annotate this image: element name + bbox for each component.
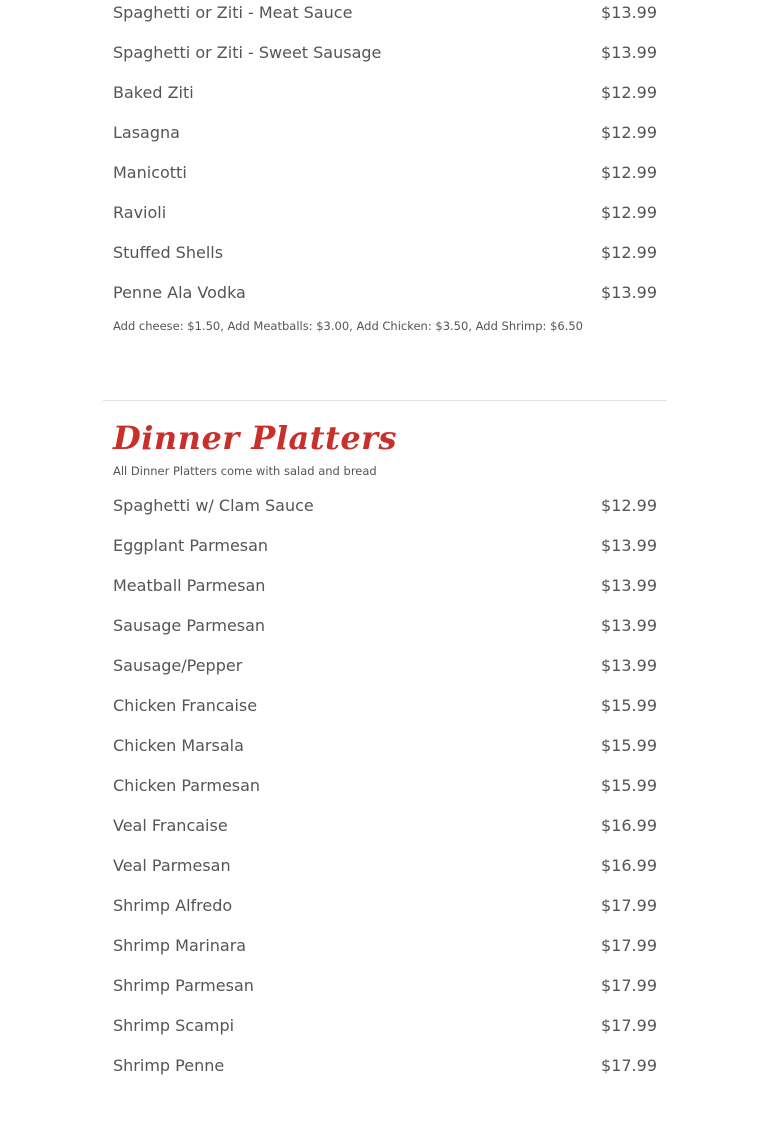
menu-item bbox=[113, 614, 657, 638]
item-name: Baked Ziti bbox=[113, 83, 194, 102]
menu-item bbox=[113, 81, 657, 105]
item-name: Veal Francaise bbox=[113, 816, 228, 835]
item-price: $12.99 bbox=[601, 123, 657, 142]
item-price: $17.99 bbox=[601, 936, 657, 955]
item-price: $13.99 bbox=[601, 576, 657, 595]
menu-item bbox=[113, 694, 657, 718]
menu-item bbox=[113, 281, 657, 305]
item-price: $15.99 bbox=[601, 736, 657, 755]
item-price: $12.99 bbox=[601, 83, 657, 102]
item-price: $13.99 bbox=[601, 536, 657, 555]
item-price: $17.99 bbox=[601, 976, 657, 995]
menu-item bbox=[113, 574, 657, 598]
item-name: Penne Ala Vodka bbox=[113, 283, 246, 302]
menu-item bbox=[113, 734, 657, 758]
item-price: $13.99 bbox=[601, 616, 657, 635]
item-name: Sausage Parmesan bbox=[113, 616, 266, 635]
item-name: Veal Parmesan bbox=[113, 856, 231, 875]
item-price: $13.99 bbox=[601, 43, 657, 62]
menu-item bbox=[113, 934, 657, 958]
addons-note: Add cheese: $1.50, Add Meatballs: $3.00, Add Chicken: $3.50, Add Shrimp: $6.50 bbox=[113, 319, 583, 333]
item-price: $16.99 bbox=[601, 856, 657, 875]
menu-item bbox=[113, 121, 657, 145]
item-price: $12.99 bbox=[601, 243, 657, 262]
item-name: Shrimp Marinara bbox=[113, 936, 247, 955]
menu-item bbox=[113, 854, 657, 878]
menu-item bbox=[113, 241, 657, 265]
item-price: $12.99 bbox=[601, 163, 657, 182]
menu-item bbox=[113, 1, 657, 25]
menu-item bbox=[113, 161, 657, 185]
item-name: Manicotti bbox=[113, 163, 187, 182]
item-name: Lasagna bbox=[113, 123, 180, 142]
item-price: $13.99 bbox=[601, 3, 657, 22]
menu-item bbox=[113, 534, 657, 558]
menu-item bbox=[113, 814, 657, 838]
item-price: $15.99 bbox=[601, 696, 657, 715]
item-price: $12.99 bbox=[601, 203, 657, 222]
menu-item bbox=[113, 974, 657, 998]
item-name: Eggplant Parmesan bbox=[113, 536, 269, 555]
item-name: Chicken Francaise bbox=[113, 696, 258, 715]
item-name: Sausage/Pepper bbox=[113, 656, 243, 675]
menu-item bbox=[113, 1014, 657, 1038]
item-price: $16.99 bbox=[601, 816, 657, 835]
item-name: Stuffed Shells bbox=[113, 243, 224, 262]
item-price: $17.99 bbox=[601, 1056, 657, 1075]
item-name: Chicken Parmesan bbox=[113, 776, 261, 795]
item-price: $13.99 bbox=[601, 283, 657, 302]
item-price: $15.99 bbox=[601, 776, 657, 795]
item-name: Shrimp Alfredo bbox=[113, 896, 233, 915]
menu-item bbox=[113, 494, 657, 518]
item-name: Spaghetti or Ziti - Sweet Sausage bbox=[113, 43, 382, 62]
section-subtitle: All Dinner Platters come with salad and bread bbox=[113, 464, 377, 478]
item-name: Ravioli bbox=[113, 203, 167, 222]
item-name: Spaghetti w/ Clam Sauce bbox=[113, 496, 314, 515]
section-title: Dinner Platters bbox=[113, 419, 398, 457]
item-name: Meatball Parmesan bbox=[113, 576, 266, 595]
item-name: Chicken Marsala bbox=[113, 736, 244, 755]
item-name: Shrimp Penne bbox=[113, 1056, 225, 1075]
item-name: Shrimp Parmesan bbox=[113, 976, 254, 995]
menu-item bbox=[113, 774, 657, 798]
item-price: $13.99 bbox=[601, 656, 657, 675]
item-price: $17.99 bbox=[601, 1016, 657, 1035]
item-price: $12.99 bbox=[601, 496, 657, 515]
item-name: Shrimp Scampi bbox=[113, 1016, 235, 1035]
menu-item bbox=[113, 201, 657, 225]
menu-item bbox=[113, 894, 657, 918]
item-price: $17.99 bbox=[601, 896, 657, 915]
menu-item bbox=[113, 1054, 657, 1078]
item-name: Spaghetti or Ziti - Meat Sauce bbox=[113, 3, 353, 22]
menu-item bbox=[113, 654, 657, 678]
section-divider bbox=[103, 400, 667, 401]
menu-item bbox=[113, 41, 657, 65]
